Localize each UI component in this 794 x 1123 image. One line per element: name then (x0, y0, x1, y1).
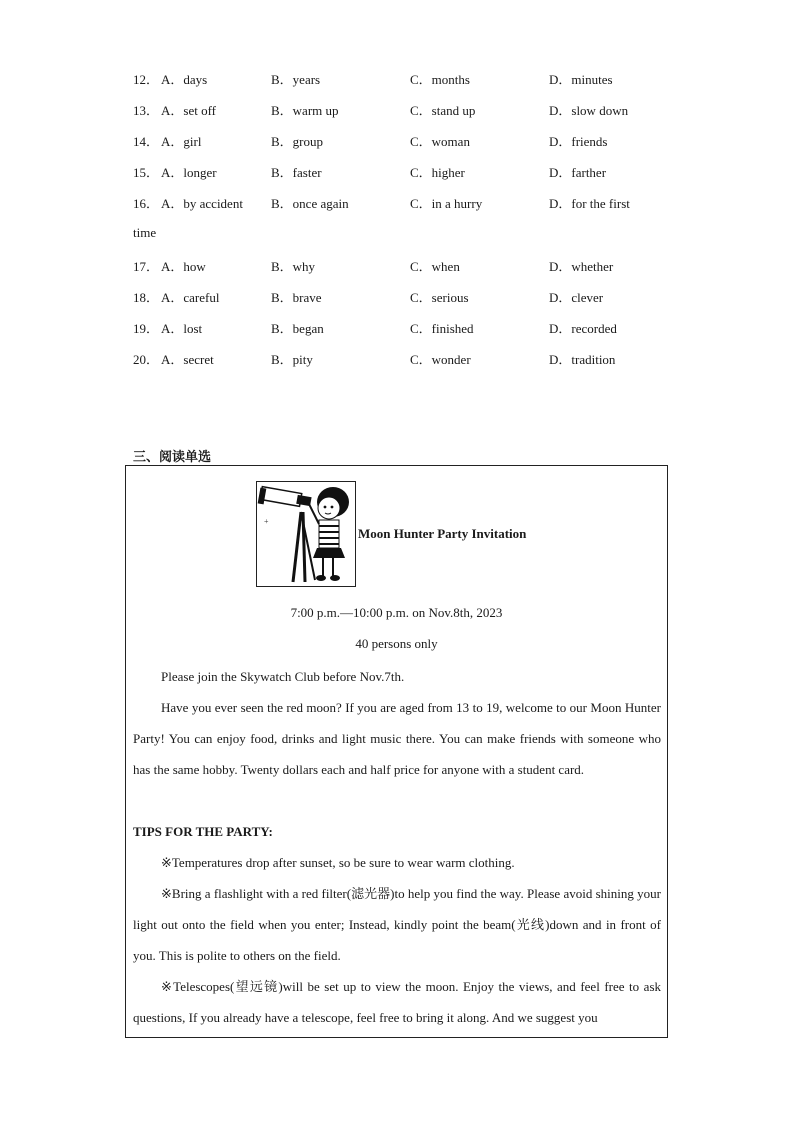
event-time: 7:00 p.m.—10:00 p.m. on Nov.8th, 2023 (290, 605, 503, 620)
join-line: Please join the Skywatch Club before Nov.7th. (161, 669, 405, 684)
question-12: 12． A．days B．years C．months D．minutes (133, 69, 693, 89)
option-c: C．stand up (410, 103, 476, 118)
invitation-box (125, 465, 668, 1038)
option-c: C．woman (410, 134, 470, 149)
question-14: 14． A．girl B．group C．woman D．friends (133, 131, 693, 151)
option-b: B．years (271, 72, 321, 87)
option-b: B．faster (271, 165, 322, 180)
option-d: D．clever (549, 290, 604, 305)
question-16: 16． A．by accident B．once again C．in a hurry D．for the first (133, 193, 693, 213)
tip-2: ※Bring a flashlight with a red filter(滤光器)to help you find the way. Please avoid shining your light out onto the field when you enter; Instead, kindly point the beam(光线)down and in front of you. This is polite to others on the field. (133, 886, 661, 963)
tip-3: ※Telescopes(望远镜)will be set up to view the moon. Enjoy the views, and feel free to ask questions, If you already have a telescope, feel free to bring it along. And we suggest you (133, 979, 661, 1025)
question-19: 19． A．lost B．began C．finished D．recorded (133, 318, 693, 338)
tip-1: ※Temperatures drop after sunset, so be sure to wear warm clothing. (161, 855, 515, 870)
option-d: D．recorded (549, 321, 617, 336)
telescope-icon (257, 482, 355, 586)
section-title: 三、阅读单选 (133, 449, 212, 464)
option-c: C．when (410, 259, 460, 274)
option-c: C．serious (410, 290, 469, 305)
question-16-wrap: time (133, 225, 157, 240)
question-13: 13． A．set off B．warm up C．stand up D．slow down (133, 100, 693, 120)
option-b: B．brave (271, 290, 322, 305)
option-b: B．once again (271, 196, 349, 211)
option-d: D．for the first (549, 196, 630, 211)
option-b: B．why (271, 259, 316, 274)
question-20: 20． A．secret B．pity C．wonder D．tradition (133, 349, 693, 369)
svg-text:+: + (264, 517, 269, 526)
option-c: C．wonder (410, 352, 471, 367)
option-d: D．whether (549, 259, 614, 274)
option-b: B．began (271, 321, 324, 336)
event-limit: 40 persons only (355, 636, 438, 651)
option-c: C．in a hurry (410, 196, 483, 211)
intro-paragraph: Have you ever seen the red moon? If you are aged from 13 to 19, welcome to our Moon Hunter Party! You can enjoy food, drinks and light music there. You can make friends with someone who has the same hobby. Twenty dollars each and half price for anyone with a student card. (133, 700, 661, 777)
option-d: D．slow down (549, 103, 629, 118)
question-15: 15． A．longer B．faster C．higher D．farther (133, 162, 693, 182)
option-c: C．finished (410, 321, 474, 336)
option-b: B．pity (271, 352, 313, 367)
invitation-title: Moon Hunter Party Invitation (358, 526, 527, 541)
tips-heading: TIPS FOR THE PARTY: (133, 824, 273, 839)
question-17: 17． A．how B．why C．when D．whether (133, 256, 693, 276)
option-d: D．farther (549, 165, 607, 180)
question-18: 18． A．careful B．brave C．serious D．clever (133, 287, 693, 307)
option-b: B．warm up (271, 103, 339, 118)
option-c: C．higher (410, 165, 465, 180)
option-d: D．tradition (549, 352, 616, 367)
option-d: D．minutes (549, 72, 613, 87)
option-c: C．months (410, 72, 470, 87)
girl-telescope-illustration (256, 481, 356, 587)
option-d: D．friends (549, 134, 608, 149)
option-b: B．group (271, 134, 324, 149)
